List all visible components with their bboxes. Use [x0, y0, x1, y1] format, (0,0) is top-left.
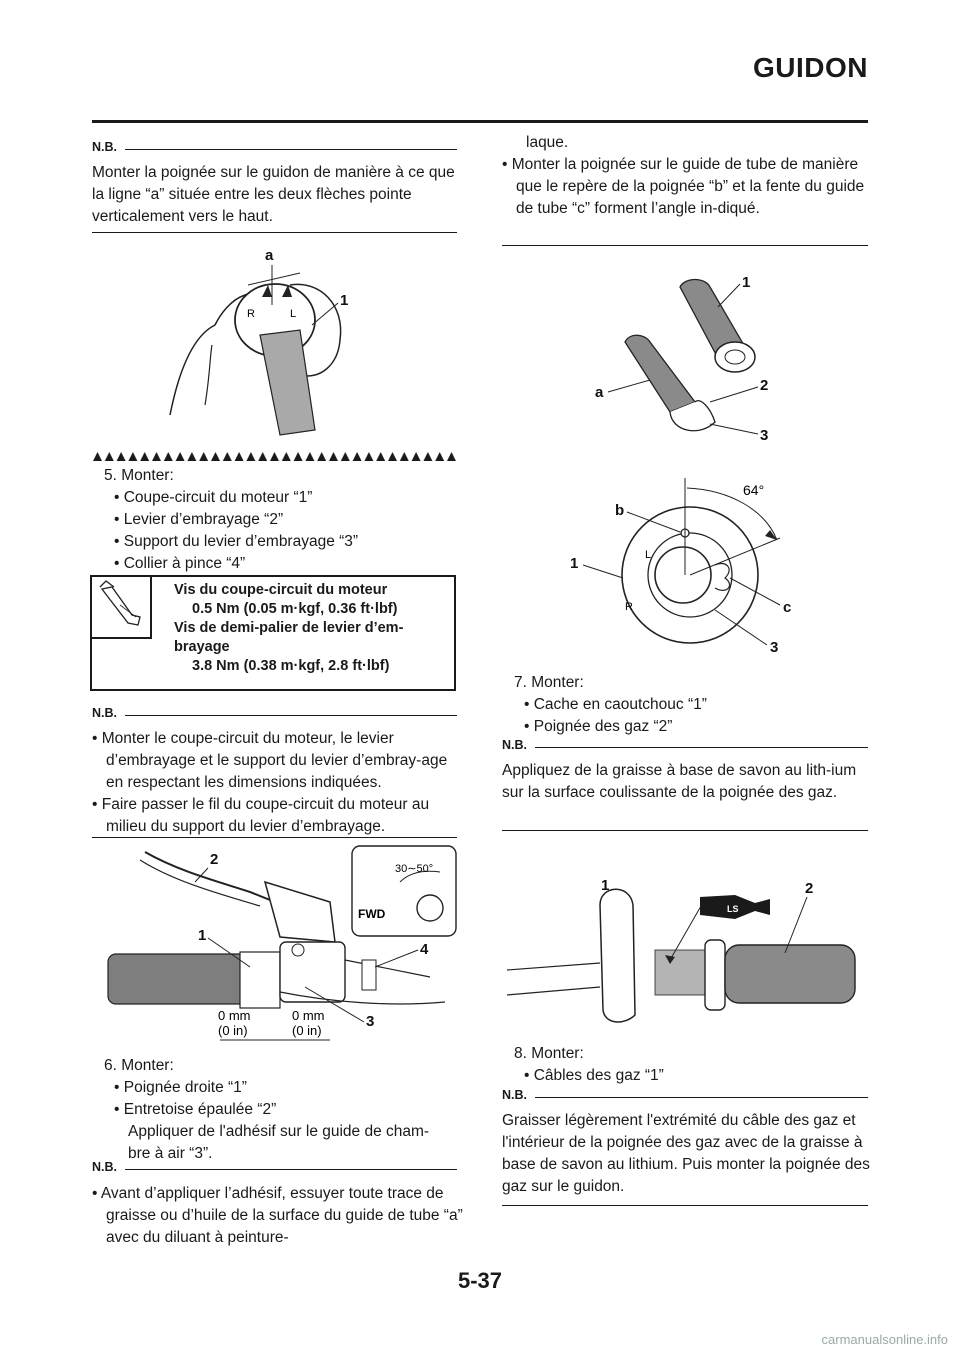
- step-5: [104, 465, 464, 575]
- note-end-rule: [502, 245, 868, 246]
- torque-item-2-cont: brayage: [174, 639, 230, 655]
- throttle-grip-figure: [505, 865, 865, 1045]
- step-6: [104, 1055, 464, 1165]
- list-item: • Levier d’embrayage “2”: [114, 511, 284, 528]
- label-b: b: [615, 502, 625, 519]
- torque-value-1: 0.5 Nm (0.05 m·kgf, 0.36 ft·lbf): [192, 601, 398, 617]
- label-a: a: [265, 247, 274, 264]
- label-2: 2: [760, 377, 769, 394]
- nb-heading: N.B.: [92, 140, 457, 154]
- watermark: carmanualsonline.info: [821, 1332, 948, 1347]
- label-1: 1: [742, 274, 751, 291]
- torque-wrench-icon: [92, 577, 152, 639]
- torque-item-2: Vis de demi-palier de levier d’em-: [174, 620, 404, 636]
- header-rule: [92, 120, 868, 123]
- nb-heading: N.B.: [92, 1160, 457, 1174]
- nb-heading: N.B.: [92, 706, 457, 720]
- label-a: a: [595, 384, 604, 401]
- angle-label: 30∼50°: [395, 863, 434, 875]
- list-item: • Support du levier d’embrayage “3”: [114, 533, 359, 550]
- list-item: • Faire passer le fil du coupe-circuit du moteur au milieu du support du levier d’embrayage.: [92, 796, 430, 835]
- list-item: • Câbles des gaz “1”: [524, 1067, 664, 1084]
- note-bullet: • Avant d’appliquer l’adhésif, essuyer toute trace de graisse ou d’huile de la surface du guide de tube “a” avec du diluant à peinture-: [92, 1185, 463, 1246]
- grip-alignment-figure: [150, 245, 380, 445]
- label-1: 1: [601, 877, 610, 894]
- nb-heading: N.B.: [502, 1088, 868, 1102]
- list-item: • Poignée des gaz “2”: [524, 718, 673, 735]
- continued-text: laque.: [526, 134, 569, 151]
- list-item: • Poignée droite “1”: [114, 1079, 247, 1096]
- torque-value-2: 3.8 Nm (0.38 m·kgf, 2.8 ft·lbf): [192, 658, 390, 674]
- torque-item-1: Vis du coupe-circuit du moteur: [174, 582, 388, 598]
- note-end-rule: [92, 837, 457, 838]
- note-text: Appliquez de la graisse à base de savon au lith-ium sur la surface coulissante de la poignée des gaz.: [502, 762, 857, 801]
- step-title: 7. Monter:: [514, 674, 584, 691]
- nb-heading: N.B.: [502, 738, 868, 752]
- list-item: • Entretoise épaulée “2”: [114, 1101, 277, 1118]
- label-4: 4: [420, 941, 429, 958]
- list-item: • Collier à pince “4”: [114, 555, 246, 572]
- note-end-rule: [92, 232, 457, 233]
- page-title: GUIDON: [753, 52, 868, 83]
- label-3: 3: [760, 427, 769, 444]
- mark-r: R: [625, 601, 633, 613]
- grip-angle-figure: [565, 470, 805, 660]
- list-item: • Coupe-circuit du moteur “1”: [114, 489, 313, 506]
- warning-triangle-row: [92, 450, 458, 462]
- clutch-lever-figure: [100, 842, 460, 1047]
- note-text: Graisser légèrement l'extrémité du câble des gaz et l'intérieur de la poignée des gaz avec de la graisse à base de savon au lithium. Puis monter la poignée des gaz sur le guidon.: [502, 1112, 870, 1195]
- list-item-cont: Appliquer de l'adhésif sur le guide de cham-: [128, 1123, 430, 1140]
- list-item: • Monter le coupe-circuit du moteur, le levier d’embrayage et le support du levier d’embray-age en respectant les dimensions indiquées.: [92, 730, 448, 791]
- dimension-1: 0 mm: [218, 1008, 251, 1023]
- list-item: • Cache en caoutchouc “1”: [524, 696, 707, 713]
- mark-l: L: [645, 549, 652, 561]
- label-3: 3: [366, 1013, 375, 1030]
- angle-label: 64°: [743, 482, 765, 498]
- step-7: [514, 672, 874, 738]
- label-c: c: [783, 599, 792, 616]
- note-text: Monter la poignée sur le guidon de manière à ce que la ligne “a” située entre les deux flèches pointe verticalement vers le haut.: [92, 164, 455, 225]
- step-8: [514, 1043, 874, 1087]
- note-bullet: • Monter la poignée sur le guide de tube de manière que le repère de la poignée “b” et la fente du guide de tube “c” forment l’angle in-diqué.: [502, 156, 865, 217]
- label-1: 1: [340, 292, 349, 309]
- torque-spec-box: [90, 575, 456, 691]
- grip-tube-guide-figure: [560, 262, 810, 447]
- step-title: 6. Monter:: [104, 1057, 174, 1074]
- label-2: 2: [210, 851, 219, 868]
- label-1: 1: [570, 555, 579, 572]
- label-3: 3: [770, 639, 779, 656]
- note-end-rule: [502, 1205, 868, 1206]
- list-item-cont: bre à air “3”.: [128, 1145, 213, 1162]
- mark-r: R: [247, 308, 255, 320]
- label-2: 2: [805, 880, 814, 897]
- page-number: 5-37: [457, 1268, 503, 1293]
- dimension-1-imperial: (0 in): [218, 1023, 248, 1038]
- fwd-label: FWD: [358, 907, 386, 921]
- note-bullets: [92, 728, 460, 838]
- dimension-2: 0 mm: [292, 1008, 325, 1023]
- ls-grease-label: LS: [727, 904, 739, 914]
- note-end-rule: [502, 830, 868, 831]
- label-1: 1: [198, 927, 207, 944]
- step-title: 8. Monter:: [514, 1045, 584, 1062]
- step-title: 5. Monter:: [104, 467, 174, 484]
- mark-l: L: [290, 308, 297, 320]
- dimension-2-imperial: (0 in): [292, 1023, 322, 1038]
